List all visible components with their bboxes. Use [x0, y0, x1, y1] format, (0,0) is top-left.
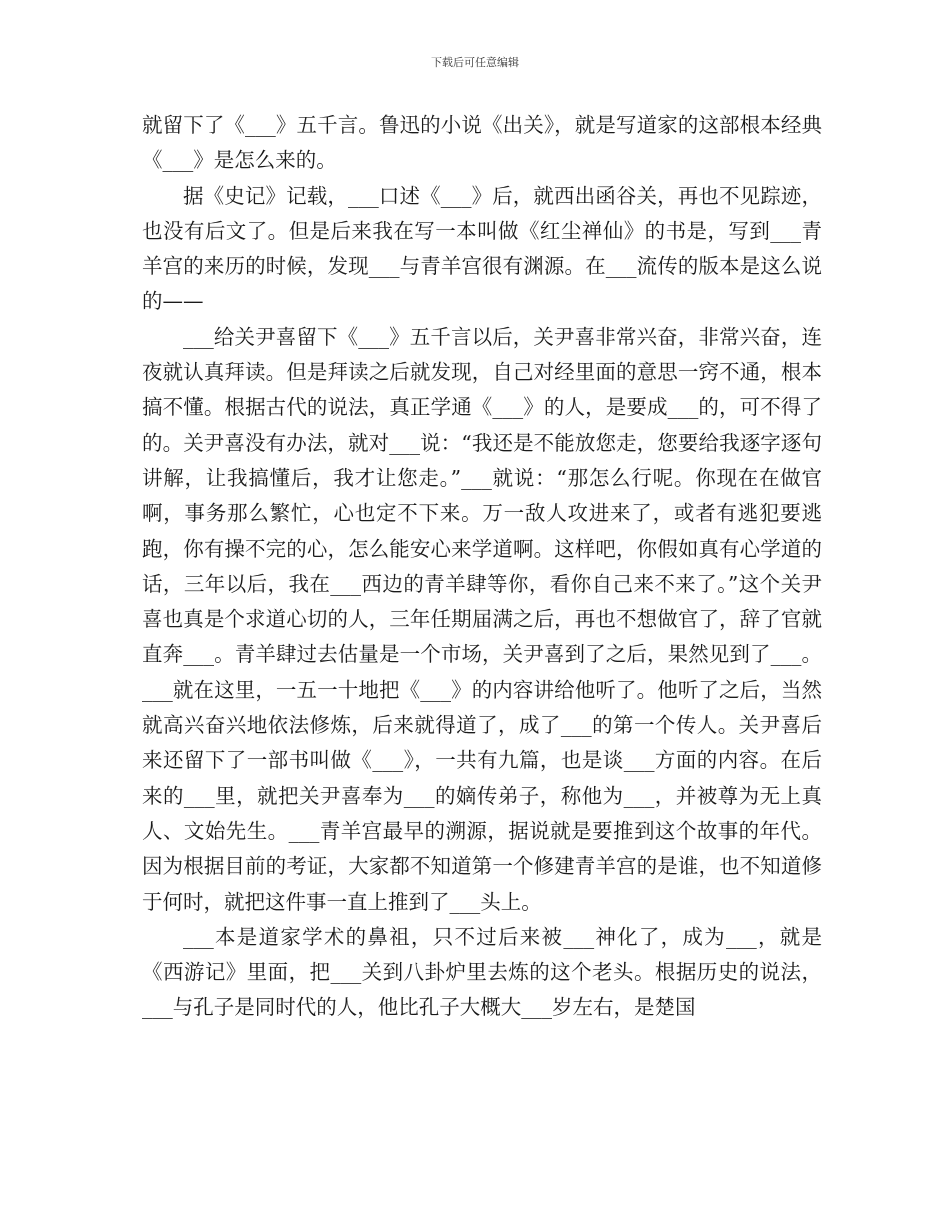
page-header: 下载后可任意编辑 [431, 56, 519, 69]
paragraph-1: 就留下了《___》五千言。鲁迅的小说《出关》，就是写道家的这部根本经典《___》是怎么来的。 [142, 113, 822, 173]
paragraph-2: 据《史记》记载，___口述《___》后，就西出函谷关，再也不见踪迹，也没有后文了。但是后来我在写一本叫做《红尘禅仙》的书是，写到___青羊宫的来历的时候，发现___与青羊宫很有渊源。在___流传的版本是这么说的—— [142, 183, 822, 314]
document-body [142, 108, 822, 1026]
paragraph-4: ___本是道家学术的鼻祖，只不过后来被___神化了，成为___，就是《西游记》里面，把___关到八卦炉里去炼的这个老头。根据历史的说法，___与孔子是同时代的人，他比孔子大概大___岁左右，是楚国 [142, 924, 822, 1020]
paragraph-3: ___给关尹喜留下《___》五千言以后，关尹喜非常兴奋，非常兴奋，连夜就认真拜读。但是拜读之后就发现，自己对经里面的意思一窍不通，根本搞不懂。根据古代的说法，真正学通《___》的人，是要成___的，可不得了的。关尹喜没有办法，就对___说：“我还是不能放您走，您要给我逐字逐句讲解，让我搞懂后，我才让您走。”___就说：“那怎么行呢。你现在在做官啊，事务那么繁忙，心也定不下来。万一敌人攻进来了，或者有逃犯要逃跑，你有操不完的心，怎么能安心来学道啊。这样吧，你假如真有心学道的话，三年以后，我在___西边的青羊肆等你，看你自己来不来了。”这个关尹喜也真是个求道心切的人，三年任期届满之后，再也不想做官了，辞了官就直奔___。青羊肆过去估量是一个市场，关尹喜到了之后，果然见到了___。___就在这里，一五一十地把《___》的内容讲给他听了。他听了之后，当然就高兴奋兴地依法修炼，后来就得道了，成了___的第一个传人。关尹喜后来还留下了一部书叫做《___》，一共有九篇，也是谈___方面的内容。在后来的___里，就把关尹喜奉为___的嫡传弟子，称他为___，并被尊为无上真人、文始先生。___青羊宫最早的溯源，据说就是要推到这个故事的年代。因为根据目前的考证，大家都不知道第一个修建青羊宫的是谁，也不知道修于何时，就把这件事一直上推到了___头上。 [142, 324, 822, 914]
